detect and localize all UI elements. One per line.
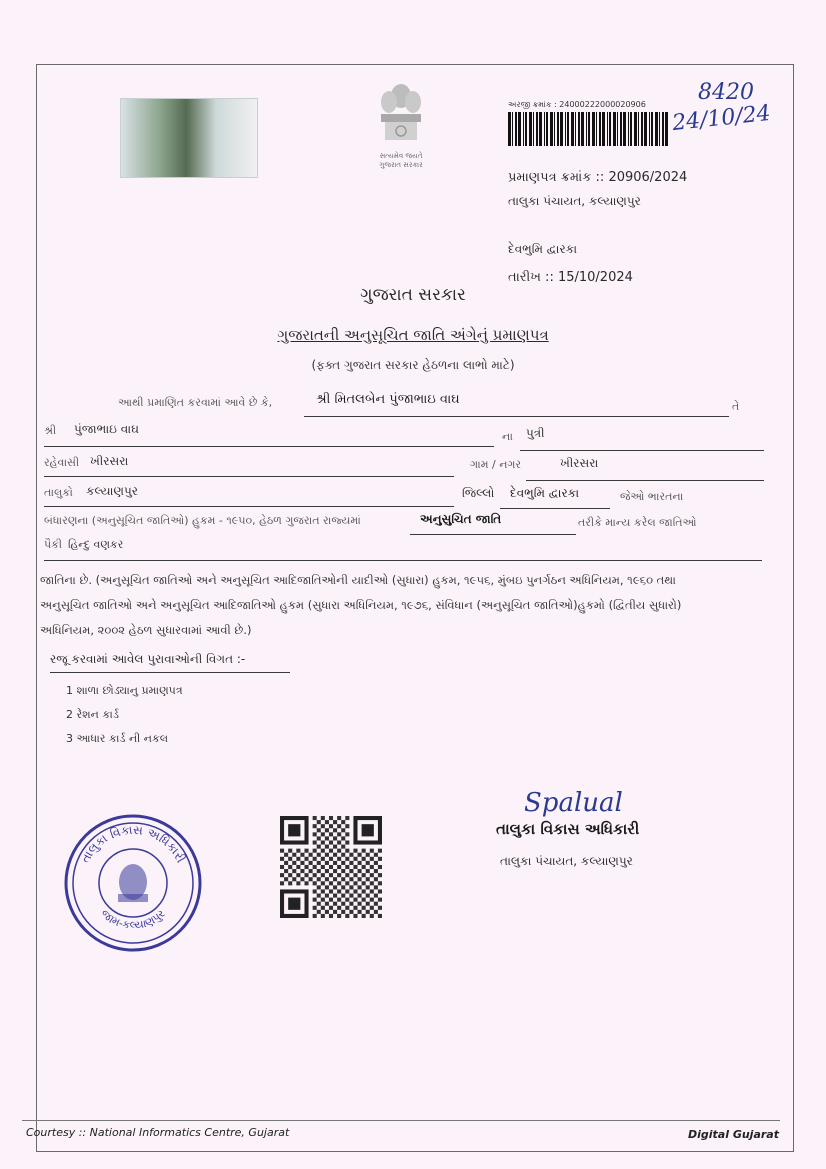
district: દેવભુમિ દ્વારકા: [510, 486, 580, 500]
issuing-district: દેવભુમિ દ્વારકા: [508, 242, 578, 256]
category-underline: [410, 534, 576, 535]
caste-category: અનુસુચિત જાતિ: [420, 512, 502, 526]
emblem-caption-state: ગુજરાત સરકાર: [379, 161, 423, 169]
handwritten-number: 8420: [698, 80, 754, 105]
taluka-underline: [44, 506, 454, 507]
name-underline: [304, 416, 729, 417]
seal-bottom-text: જામ-કલ્યાણપુર: [98, 906, 168, 932]
evidence-underline: [50, 672, 290, 673]
evidence-item: 1 શાળા છોડ્યાનુ પ્રમાણપત્ર: [66, 684, 183, 697]
footer-brand: Digital Gujarat: [688, 1128, 779, 1141]
father-prefix: શ્રી: [44, 424, 57, 437]
residence-prefix: રહેવાસી: [44, 456, 80, 469]
paragraph-line: અનુસૂચિત જાતિઓ અને અનુસૂચિત આદિજાતિઓ હુકમ (સુધારા અધિનિયમ, ૧૯૭૬, સંવિધાન (અનુસૂચિત જાતિઓ)હુકમો (દ્વિતીય સુધારો): [40, 598, 682, 612]
evidence-item: 2 રેશન કાર્ડ: [66, 708, 119, 721]
handwritten-date: 24/10/24: [670, 100, 772, 137]
district-underline: [500, 508, 610, 509]
verification-qr-code: [280, 816, 382, 918]
paragraph-line: અધિનિયમ, ૨૦૦૨ હેઠળ સુધારવામાં આવી છે.): [40, 623, 252, 637]
issue-date: તારીખ :: 15/10/2024: [508, 270, 633, 285]
legal-paragraph: [40, 568, 755, 643]
relation-underline: [520, 450, 764, 451]
taluka: કલ્યાણપુર: [86, 484, 138, 498]
paragraph-line: જાતિના છે. (અનુસૂચિત જાતિઓ અને અનુસૂચિત આદિજાતિઓની યાદીઓ (સુધારા) હુકમ, ૧૯૫૬, મુંબઇ પુનર્ગઠન અધિનિયમ, ૧૯૬૦ તથા: [40, 573, 676, 587]
emblem-caption: સત્યમેવ જયતે: [379, 152, 423, 160]
official-seal-icon: [62, 812, 204, 954]
applicant-name: શ્રી મિતલબેન પુંજાભાઇ વાઘ: [316, 392, 460, 407]
district-prefix: જિલ્લો: [462, 486, 495, 500]
svg-text:જામ-કલ્યાણપુર: [98, 907, 168, 932]
caste: હિન્દુ વણકર: [68, 538, 124, 551]
father-name: પુંજાભાઇ વાઘ: [74, 422, 139, 436]
village-underline: [526, 480, 764, 481]
father-underline: [44, 446, 494, 447]
ashoka-emblem-icon: [371, 80, 431, 152]
application-number: અરજી ક્રમાંક : 24000222000020906: [508, 100, 646, 109]
relation-prefix: ના: [502, 430, 513, 443]
applicant-photo: [120, 98, 258, 178]
caste-underline: [44, 560, 762, 561]
evidence-heading: રજૂ કરવામાં આવેલ પુરાવાઓની વિગત :-: [50, 652, 246, 666]
footer-courtesy: Courtesy :: National Informatics Centre, Gujarat: [26, 1126, 290, 1139]
signatory-designation: તાલુકા વિકાસ અધિકારી: [496, 820, 640, 838]
district-suffix: જેઓ ભારતના: [620, 490, 684, 503]
caste-prefix: પૈકી: [44, 538, 63, 551]
signature-scribble: Spalual: [524, 788, 623, 818]
certificate-note: (ફક્ત ગુજરાત સરકાર હેઠળના લાભો માટે): [311, 358, 515, 372]
taluka-prefix: તાલુકો: [44, 486, 73, 499]
village-prefix: ગામ / નગર: [470, 458, 522, 471]
village: ખીરસરા: [560, 456, 599, 470]
footer-divider: [22, 1120, 780, 1121]
signatory-office: તાલુકા પંચાયત, કલ્યાણપુર: [500, 854, 633, 868]
certificate-number: પ્રમાણપત્ર ક્રમાંક :: 20906/2024: [508, 170, 688, 185]
evidence-item: 3 આધાર કાર્ડ ની નકલ: [66, 732, 169, 745]
relation: પુત્રી: [526, 426, 545, 440]
certify-label: આથી પ્રમાણિત કરવામાં આવે છે કે,: [118, 396, 273, 409]
state-emblem: [356, 80, 446, 176]
seal-top-text: તાલુકા વિકાસ અધિકારી: [78, 822, 188, 866]
order-prefix: બંધારણના (અનુસૂચિત જાતિઓ) હુકમ - ૧૯૫૦, હેઠળ ગુજરાત રાજ્યમાં: [44, 514, 361, 527]
government-title: ગુજરાત સરકાર: [360, 285, 466, 305]
application-barcode: [508, 112, 668, 148]
name-suffix: તે: [732, 400, 740, 413]
certificate-title: ગુજરાતની અનુસૂચિત જાતિ અંગેનું પ્રમાણપત્ર: [277, 326, 549, 344]
issuing-office: તાલુકા પંચાયત, કલ્યાણપુર: [508, 194, 641, 208]
category-suffix: તરીકે માન્ય કરેલ જાતિઓ: [578, 516, 697, 529]
residence-underline: [44, 476, 454, 477]
residence: ખીરસરા: [90, 454, 129, 468]
